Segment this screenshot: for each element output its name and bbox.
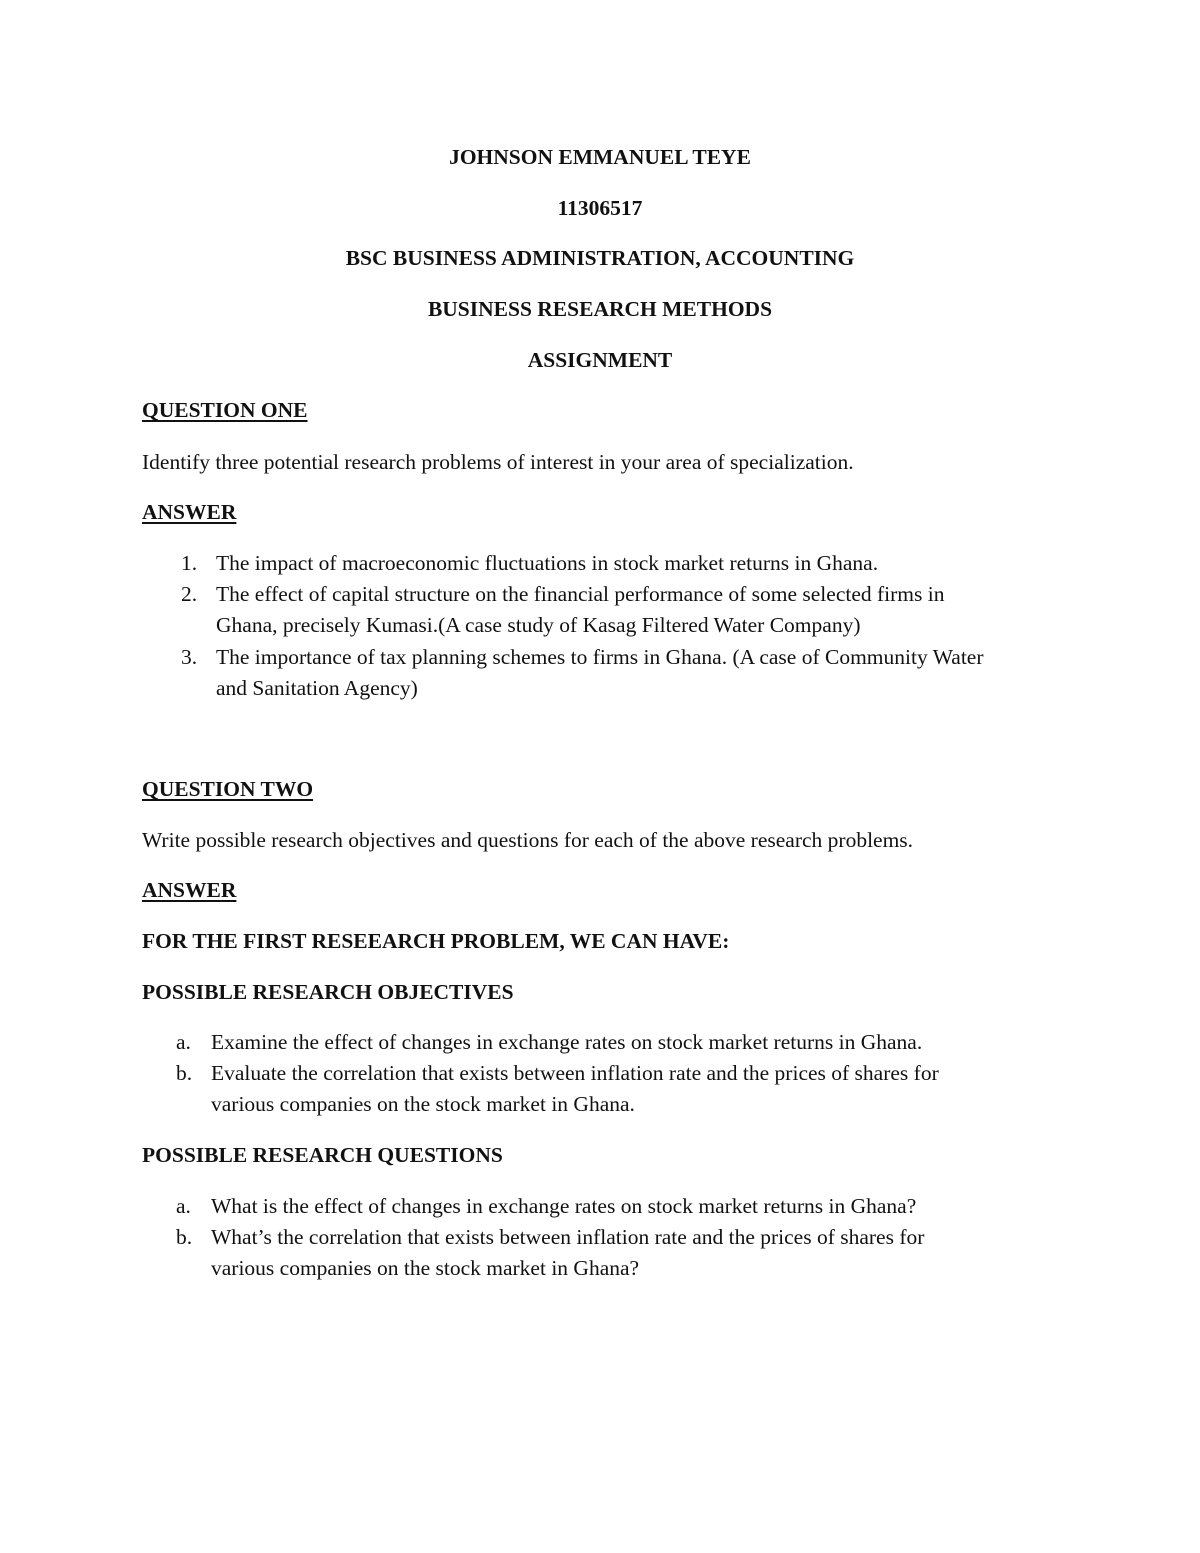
list-item-text: What’s the correlation that exists between inflation rate and the prices of shares for [211,1225,925,1249]
question-two-answer-label: ANSWER [142,878,237,902]
list-item-text-continued: Ghana, precisely Kumasi.(A case study of Kasag Filtered Water Company) [216,613,861,637]
list-item-text: Examine the effect of changes in exchange rates on stock market returns in Ghana. [211,1030,923,1054]
question-two-heading: QUESTION TWO [142,777,314,801]
list-item-marker: b. [176,1225,193,1249]
programme-title: BSC BUSINESS ADMINISTRATION, ACCOUNTING [345,246,855,270]
list-item-text-continued: various companies on the stock market in Ghana? [211,1256,640,1280]
list-item-text-continued: various companies on the stock market in Ghana. [211,1092,635,1116]
list-item-text: Evaluate the correlation that exists between inflation rate and the prices of shares for [211,1061,939,1085]
list-item-text: The effect of capital structure on the financial performance of some selected firms in [216,582,945,606]
list-item-text: The impact of macroeconomic fluctuations in stock market returns in Ghana. [216,551,879,575]
question-two-prompt: Write possible research objectives and questions for each of the above research problems. [142,828,914,852]
student-name: JOHNSON EMMANUEL TEYE [449,145,751,169]
list-item-marker: a. [176,1030,191,1054]
document-type: ASSIGNMENT [527,348,673,372]
list-item-marker: a. [176,1194,191,1218]
question-one-heading: QUESTION ONE [142,398,308,422]
list-item-marker: b. [176,1061,193,1085]
list-item-marker: 1. [181,551,198,575]
objectives-heading: POSSIBLE RESEARCH OBJECTIVES [142,980,514,1004]
questions-heading: POSSIBLE RESEARCH QUESTIONS [142,1143,503,1167]
list-item-marker: 2. [181,582,198,606]
question-one-answer-label: ANSWER [142,500,237,524]
list-item-text-continued: and Sanitation Agency) [216,676,418,700]
student-id: 11306517 [557,196,643,220]
first-problem-heading: FOR THE FIRST RESEEARCH PROBLEM, WE CAN HAVE: [142,929,730,953]
list-item-text: What is the effect of changes in exchange rates on stock market returns in Ghana? [211,1194,917,1218]
question-one-prompt: Identify three potential research problems of interest in your area of specialization. [142,450,854,474]
list-item-text: The importance of tax planning schemes to firms in Ghana. (A case of Community Water [216,645,984,669]
course-title: BUSINESS RESEARCH METHODS [427,297,773,321]
list-item-marker: 3. [181,645,198,669]
